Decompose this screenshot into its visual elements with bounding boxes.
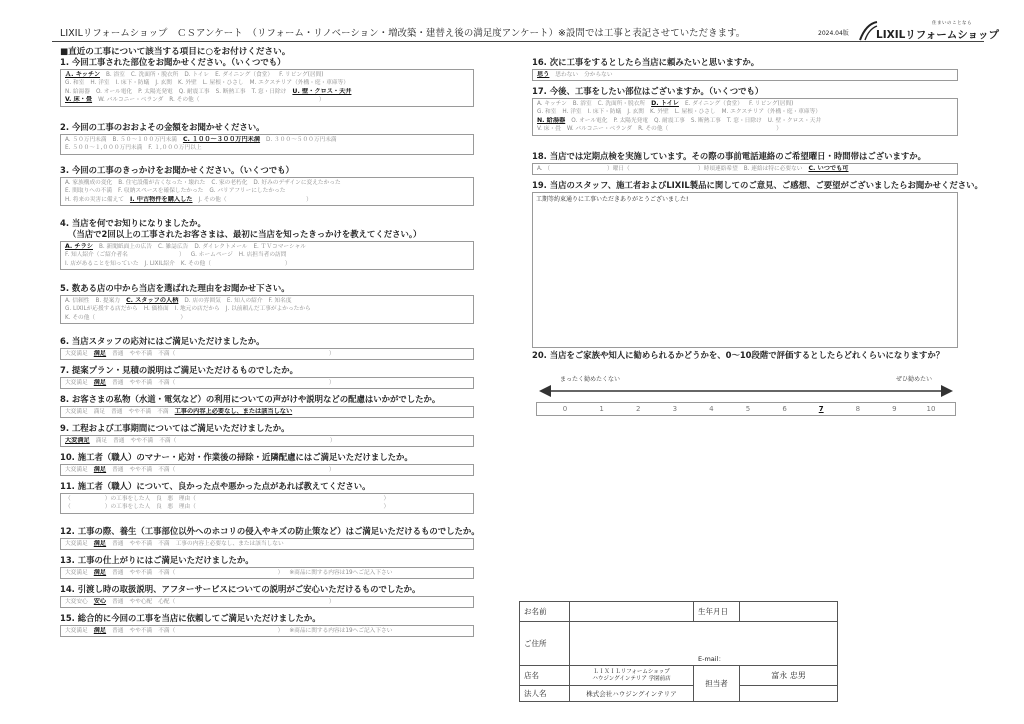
option-selected[interactable]: C. １００～３００万円未満 [182,136,261,143]
option[interactable]: ※商品に関する内容は19へご記入下さい [289,628,393,634]
scale-option[interactable]: 9 [892,405,897,413]
scale-option[interactable]: 0 [562,405,568,413]
option[interactable]: F. 収納スペースを確保したかった [118,188,204,195]
question-q18 [532,151,958,175]
option[interactable]: C. 家の老朽化 [211,180,248,186]
option[interactable]: D. ３００～５００万円未満 [266,137,337,143]
option[interactable]: 不満 [158,541,170,547]
question-q6 [60,336,474,360]
question-q5 [60,283,474,324]
answer-box [60,377,474,389]
option[interactable]: やや心配 [129,599,153,605]
option[interactable]: やや不満 [128,409,152,415]
question-title: 3. 今回の工事のきっかけをお聞かせください。（いくつでも） [60,165,294,175]
logo-tagline: 住まいのことなら [932,21,972,26]
option[interactable]: G. ホームページ [190,252,233,259]
option[interactable]: やや不満 [129,380,153,386]
customer-info-table [519,601,838,702]
answer-box [532,98,958,136]
option[interactable]: 大変満足 [65,380,88,386]
option[interactable]: I. 店があることを知っていた [65,260,139,267]
option-selected[interactable]: 工事の内容上必要なし、または該当しない [174,408,293,415]
option-row [65,350,469,358]
answer-box [60,538,474,550]
option[interactable]: A. ５０万円未満 [65,137,107,143]
option[interactable]: 普通 [112,599,124,605]
option[interactable]: O. オール電化 [95,88,133,95]
option[interactable]: やや不満 [129,351,153,357]
option[interactable]: （ ）の工事をした人 良 悪 理由（ ） [65,496,390,502]
option[interactable]: やや不満 [130,438,154,444]
option-row [65,96,469,104]
corp-label: 法人名 [520,686,570,702]
option-row [65,627,469,635]
option[interactable]: F. リビング(居間) [279,72,324,78]
option[interactable]: S. 断熱工事 [690,117,721,124]
option[interactable]: K. その他（ ） [65,314,187,321]
swoosh-icon [858,20,878,42]
instruction-text: ■直近の工事について該当する項目に○をお付けください。 [60,47,291,57]
option[interactable]: 大変安心 [65,599,88,605]
question-title: 2. 今回の工事のおおよその金額をお聞かせください。 [60,122,265,132]
comment-text[interactable]: 工期等約束通りに工事いただきありがとうございました! [536,196,689,203]
question-title: 12. 工事の際、養生（工事部位以外へのホコリの侵入やキズの防止策など）はご満足いただけるものでしたか。 [60,526,480,536]
option-row [65,437,469,445]
option[interactable]: P. 太陽光発電 [138,88,173,95]
option[interactable]: B. ５０～１００万円未満 [112,137,177,143]
option[interactable]: 大変満足 [65,351,88,357]
option[interactable]: 不満（ ） [158,570,284,576]
option[interactable]: H. 洋室 [90,80,110,87]
question-title: 5. 数ある店の中から当店を選ばれた理由をお聞かせ下さい。 [60,283,290,293]
question-title: 10. 施工者（職人）のマナー・応対・作業後の掃除・近隣配慮にはご満足いただけましたか。 [60,452,413,462]
scale-option-selected[interactable]: 7 [818,405,824,413]
option[interactable]: A. （ ）曜日（ ）時頃連絡希望 [537,166,738,172]
question-q19 [532,180,983,348]
answer-box [532,69,958,81]
option-row [65,598,469,606]
scale-left-label: まったく勧めたくない [560,376,621,383]
option[interactable]: D. トイレ [184,72,210,78]
option[interactable]: E. ＴＶコマーシャル [253,244,306,250]
question-title: 18. 当店では定期点検を実施しています。その際の事前電話連絡のご希望曜日・時間帯はございますか。 [532,151,926,161]
scale-option[interactable]: 3 [672,405,678,413]
option[interactable]: N. 給湯器 [65,88,90,95]
option[interactable]: 大変満足 [65,570,88,576]
recommend-scale [536,402,956,416]
question-subtitle: （当店で2回以上の工事されたお客さまは、最初に当店を知ったきっかけを教えてください。） [68,229,422,239]
option[interactable]: B. 提案力 [95,298,121,304]
option[interactable]: U. 壁・クロス・天井 [767,117,822,124]
scale-option[interactable]: 1 [599,405,604,413]
option-row [537,100,953,108]
name-label: お名前 [520,602,570,622]
option[interactable]: ※商品に関する内容は19へご記入下さい [289,570,393,576]
option[interactable]: 普通 [112,628,124,634]
option[interactable]: K. その他（ ） [180,260,291,267]
answer-box [60,596,474,608]
answer-box [60,464,474,476]
header-bar [52,21,1000,42]
option[interactable]: H. 洋室 [562,109,582,116]
option-selected[interactable]: 安心 [93,598,107,605]
option[interactable]: E. 間取りへの不満 [65,188,113,195]
option[interactable]: J. 玄関 [627,109,644,116]
option[interactable]: H. 店担当者の訪問 [238,252,287,259]
answer-box [60,406,474,418]
question-q4 [60,218,474,270]
option[interactable]: やや不満 [129,541,153,547]
corp-value: 株式会社ハウジングインテリア [570,686,694,702]
option[interactable]: O. オール電化 [571,117,608,124]
scale-right-label: ぜひ勧めたい [896,376,933,383]
option[interactable]: I. 床下・防蟻 [115,80,150,87]
option[interactable]: （ ）の工事をした人 良 悪 理由（ ） [65,504,390,511]
question-title: 8. お客さまの私物（水道・電気など）の利用についての声がけや説明などの配慮はいかがでしたか。 [60,394,441,404]
option-row [537,165,953,173]
option[interactable]: 工事の内容上必要なし、または該当しない [175,541,284,547]
option-row [65,179,469,187]
option-selected[interactable]: 大変満足 [65,437,90,444]
option[interactable]: L. 屋根・ひさし [202,80,244,87]
option-selected[interactable]: A. チラシ [65,243,93,250]
option[interactable]: Q. 耐震工事 [654,117,685,124]
option-row [537,117,953,125]
option-row [65,305,469,313]
answer-box [60,435,474,447]
option[interactable]: 満足 [95,438,108,444]
option[interactable]: G. バリアフリーにしたかった [209,188,286,195]
option[interactable]: F. 知人紹介（ご紹介者名 ） [65,252,185,259]
option[interactable]: J. 玄関 [155,80,172,87]
option-selected[interactable]: 満足 [93,466,107,473]
option[interactable]: 普通 [112,380,124,386]
option[interactable]: M. エクステリア（外構・庭・車庫等） [249,80,349,87]
answer-box [60,177,474,206]
option-row [65,379,469,387]
option[interactable]: F. 知名度 [268,298,292,304]
scale-option[interactable]: 4 [709,405,714,413]
option[interactable]: E. ５００～１,０００万円未満 [65,145,143,152]
question-q20 [532,350,958,361]
option[interactable]: 大変満足 [65,628,88,634]
option-selected[interactable]: 満足 [93,627,107,634]
option-row [65,260,469,268]
birth-field[interactable] [740,602,838,622]
option-selected[interactable]: 満足 [93,569,107,576]
option[interactable]: 思わない [555,72,579,78]
option-row [65,187,469,195]
question-title: 17. 今後、工事をしたい部位はございますか。（いくつでも） [532,86,764,96]
question-title: 11. 施工者（職人）について、良かった点や悪かった点があれば教えてください。 [60,481,371,491]
option[interactable]: A. 信頼性 [65,298,90,304]
option[interactable]: G. 和室 [65,80,85,87]
option[interactable]: 普通 [112,467,124,473]
option[interactable]: P. 太陽光発電 [613,117,649,124]
option[interactable]: 不満（ ） [158,628,284,634]
option[interactable]: 大変満足 [65,541,88,547]
option-row [537,108,953,116]
survey-title: LIXILリフォームショップ ＣＳアンケート （リフォーム・リノベーション・増改築・建替え後の満足度アンケート）※設問では工事と表記させていただきます。 [60,28,746,39]
question-title: 6. 当店スタッフの応対にはご満足いただけましたか。 [60,336,265,346]
logo-text: LIXILリフォームショップ [876,29,1000,41]
staff-extra-field[interactable] [740,686,838,702]
scale-option[interactable]: 8 [855,405,861,413]
shop-label: 店名 [520,666,570,686]
option-row [65,314,469,322]
scale-option[interactable]: 5 [745,405,751,413]
option[interactable]: D. ダイレクトメール [194,244,248,250]
option[interactable]: B. 新聞紙面上の広告 [98,244,153,250]
question-title: 7. 提案プラン・見積の説明はご満足いただけるものでしたか。 [60,365,299,375]
scale-option[interactable]: 6 [782,405,787,413]
question-title: 1. 今回工事された部位をお聞かせください。（いくつでも） [60,57,286,67]
option[interactable]: W. バルコニー・ベランダ [98,97,164,104]
option[interactable]: 普通 [112,541,124,547]
option[interactable]: H. 将来の災害に備えて [65,196,124,203]
option[interactable]: 不満（ ） [158,380,335,386]
option[interactable]: F. リビング(居間) [748,101,794,107]
option-row [65,251,469,259]
option-row [65,136,469,144]
question-q9 [60,423,474,447]
option[interactable]: T. 窓・日除け [251,88,287,95]
option[interactable]: 普通 [111,409,123,415]
option[interactable]: C. 雑誌広告 [158,244,189,250]
staff-label: 担当者 [694,666,740,702]
option[interactable]: 不満（ ） [158,351,335,357]
option-selected[interactable]: V. 床・畳 [65,96,93,104]
email-label[interactable]: E-mail： [570,622,838,666]
lixil-logo [858,20,1000,42]
option-selected[interactable]: I. 中古物件を購入した [129,195,193,203]
option[interactable]: 不満（ ） [158,467,335,473]
option[interactable]: F. １,０００万円以上 [148,145,202,152]
option[interactable]: J. その他（ ） [198,196,312,203]
answer-box [532,163,958,175]
answer-box [532,192,958,348]
option[interactable]: G. 和室 [537,109,557,116]
option-selected[interactable]: Ａ. キッチン [65,71,101,78]
question-q14 [60,584,474,608]
option-row [65,297,469,305]
option-row [65,495,469,503]
option[interactable]: B. 浴室 [572,101,592,107]
option[interactable]: A. 家族構成の変化 [65,180,113,186]
option[interactable]: やや不満 [129,467,153,473]
option[interactable]: L. 屋根・ひさし [674,109,716,116]
option[interactable]: E. ダイニング（食堂） [215,72,274,78]
option-selected[interactable]: D. トイレ [651,100,679,107]
answer-box [60,567,474,579]
option-row [65,408,469,416]
question-title: 4. 当店を何でお知りになりましたか。 [60,218,206,228]
option[interactable]: 普通 [112,570,124,576]
question-title: 9. 工程および工事期間についてはご満足いただけましたか。 [60,423,290,433]
question-q16 [532,57,958,81]
option[interactable]: J. 以前頼んだ工事がよかったから [225,306,311,313]
question-q1 [60,57,474,107]
option-row [65,79,469,87]
shop-value: ＬＩＸＩＬリフォームショップ ハウジングインテリア 学園前店 [570,666,694,686]
question-title: 14. 引渡し時の取扱説明、アフターサービスについての説明がご安心いただけるものでしたか。 [60,584,421,594]
option-row [65,503,469,511]
question-q2 [60,122,474,155]
question-q13 [60,555,474,579]
option-row [65,88,469,96]
option[interactable]: G. LIXILが応援する店だから [65,306,138,313]
option-row [65,71,469,79]
option-selected[interactable]: C. いつでも可 [808,165,849,172]
option[interactable]: M. エクステリア（外構・庭・車庫等） [721,109,821,116]
scale-arrow-icon [539,385,953,397]
question-q17 [532,86,958,136]
question-q15 [60,613,474,637]
option[interactable]: W. バルコニー・ベランダ [566,126,633,133]
option[interactable]: S. 断熱工事 [215,88,246,95]
option[interactable]: 心配（ ） [158,599,335,605]
option[interactable]: C. 洗面所・脱衣所 [130,72,179,78]
option-selected[interactable]: C. スタッフの人柄 [126,297,179,304]
option[interactable]: D. 店の雰囲気 [184,298,221,304]
scale-option[interactable]: 10 [926,405,936,413]
staff-value: 富永 忠男 [740,666,838,686]
option[interactable]: A. キッチン [537,101,567,107]
option-selected[interactable]: 満足 [93,540,107,547]
question-title: 13. 工事の仕上がりにはご満足いただけましたか。 [60,555,254,565]
option[interactable]: Q. 耐震工事 [178,88,210,95]
option[interactable]: 不満 [157,409,169,415]
option-row [65,466,469,474]
option[interactable]: 不満（ ） [159,438,336,444]
answer-box [60,69,474,107]
option-row [65,243,469,251]
option[interactable]: 普通 [112,351,124,357]
question-title: 20. 当店をご家族や知人に勧められるかどうかを、0～10段階で評価するとしたらどれくらいになりますか？ [532,350,945,360]
option-row [65,540,469,548]
option-selected[interactable]: N. 給湯器 [537,116,566,124]
option[interactable]: 大変満足 [65,409,88,415]
option-row [65,144,469,152]
question-q3 [60,165,474,206]
answer-box [60,493,474,514]
option-row [537,125,953,133]
option-row [65,196,469,204]
option-selected[interactable]: 思う [537,71,550,78]
option-row [537,71,953,79]
option[interactable]: V. 床・畳 [537,126,561,133]
question-title: 16. 次に工事をするとしたら当店に頼みたいと思いますか。 [532,57,760,67]
option[interactable]: やや不満 [129,628,153,634]
option[interactable]: B. 浴室 [106,72,125,78]
option-row [65,569,469,577]
question-q7 [60,365,474,389]
question-title: 19. 当店のスタッフ、施工者およびLIXIL製品に関してのご意見、ご感想、ご要望がございましたらお聞かせください。 [532,180,983,190]
option[interactable]: やや不満 [129,570,153,576]
option-selected[interactable]: 満足 [93,379,107,386]
question-q12 [60,526,480,550]
option[interactable]: B. 住宅設備が古くなった・壊れた [118,180,206,186]
option[interactable]: E. ダイニング（食堂） [684,101,743,107]
answer-box [60,134,474,155]
option[interactable]: K. 外壁 [649,109,669,116]
question-q11 [60,481,474,514]
option[interactable]: R. その他（ ） [169,97,325,104]
question-q10 [60,452,474,476]
option[interactable]: E. 知人の紹介 [226,298,263,304]
scale-option[interactable]: 2 [635,405,641,413]
answer-box [60,625,474,637]
option[interactable]: T. 窓・日除け [726,117,762,124]
option[interactable]: B. 連絡は特に必要ない [743,166,803,172]
option[interactable]: J. LIXIL紹介 [144,260,175,267]
option[interactable]: K. 外壁 [177,80,197,87]
option-selected[interactable]: 満足 [93,350,107,357]
answer-box [60,241,474,270]
option[interactable]: R. その他（ ） [638,126,782,133]
option[interactable]: I. 地元の店だから [174,306,220,313]
question-q8 [60,394,474,418]
option[interactable]: I. 床下・防蟻 [587,109,622,116]
name-field[interactable] [570,602,694,622]
question-title: 15. 総合的に今回の工事を当店に依頼してご満足いただけましたか。 [60,613,321,623]
birth-label: 生年月日 [694,602,740,622]
option[interactable]: D. 好みのデザインに変えたかった [253,180,341,186]
option[interactable]: 大変満足 [65,467,88,473]
version-label: 2024.04版 [818,30,849,37]
option[interactable]: H. 価格面 [143,306,169,313]
option-selected[interactable]: U. 壁・クロス・天井 [292,87,352,95]
option[interactable]: 普通 [113,438,125,444]
option[interactable]: C. 洗面所・脱衣所 [597,101,646,107]
option[interactable]: 分からない [584,72,613,78]
address-label: ご住所 [520,622,570,666]
answer-box [60,348,474,360]
option[interactable]: 満足 [93,409,106,415]
answer-box [60,295,474,324]
